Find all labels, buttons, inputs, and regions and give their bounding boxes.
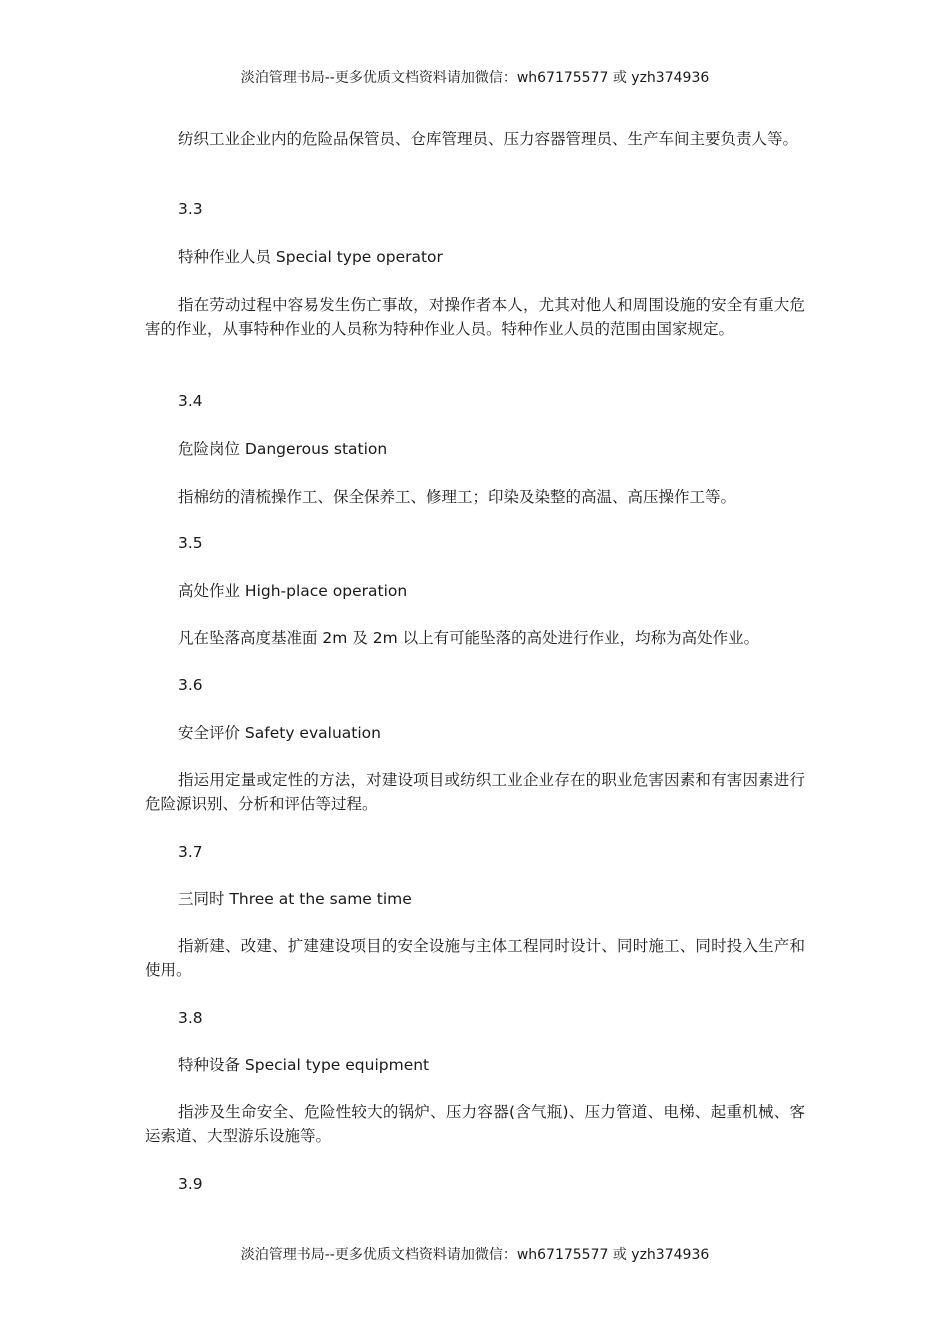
- section-number-3-4: 3.4: [178, 392, 203, 410]
- term-heading-3-5: 高处作业 High-place operation: [178, 582, 408, 600]
- definition-3-4: 指棉纺的清梳操作工、保全保养工、修理工；印染及染整的高温、高压操作工等。: [178, 488, 737, 506]
- section-number-3-9: 3.9: [178, 1175, 203, 1193]
- section-number-3-3: 3.3: [178, 200, 203, 218]
- term-heading-3-6: 安全评价 Safety evaluation: [178, 724, 381, 742]
- term-heading-3-4: 危险岗位 Dangerous station: [178, 440, 388, 458]
- section-number-3-6: 3.6: [178, 676, 203, 694]
- definition-3-8: 指涉及生命安全、危险性较大的锅炉、压力容器(含气瓶)、压力管道、电梯、起重机械、客运索道、大型游乐设施等。: [145, 1103, 805, 1145]
- definition-3-7: 指新建、改建、扩建建设项目的安全设施与主体工程同时设计、同时施工、同时投入生产和使用。: [145, 937, 805, 979]
- term-heading-3-8: 特种设备 Special type equipment: [178, 1056, 430, 1074]
- section-number-3-5: 3.5: [178, 534, 203, 552]
- page-footer: 淡泊管理书局--更多优质文档资料请加微信：wh67175577 或 yzh374936: [240, 1247, 710, 1263]
- section-number-3-8: 3.8: [178, 1009, 203, 1027]
- page-header: 淡泊管理书局--更多优质文档资料请加微信：wh67175577 或 yzh374936: [240, 70, 710, 86]
- definition-3-5: 凡在坠落高度基准面 2m 及 2m 以上有可能坠落的高处进行作业，均称为高处作业。: [178, 629, 760, 647]
- definition-3-3: 指在劳动过程中容易发生伤亡事故，对操作者本人，尤其对他人和周围设施的安全有重大危害的作业，从事特种作业的人员称为特种作业人员。特种作业人员的范围由国家规定。: [145, 296, 805, 338]
- section-number-3-7: 3.7: [178, 843, 203, 861]
- paragraph-continuation: 纺织工业企业内的危险品保管员、仓库管理员、压力容器管理员、生产车间主要负责人等。: [178, 130, 799, 148]
- term-heading-3-3: 特种作业人员 Special type operator: [178, 248, 443, 266]
- term-heading-3-7: 三同时 Three at the same time: [178, 890, 412, 908]
- definition-3-6: 指运用定量或定性的方法，对建设项目或纺织工业企业存在的职业危害因素和有害因素进行危险源识别、分析和评估等过程。: [145, 771, 805, 813]
